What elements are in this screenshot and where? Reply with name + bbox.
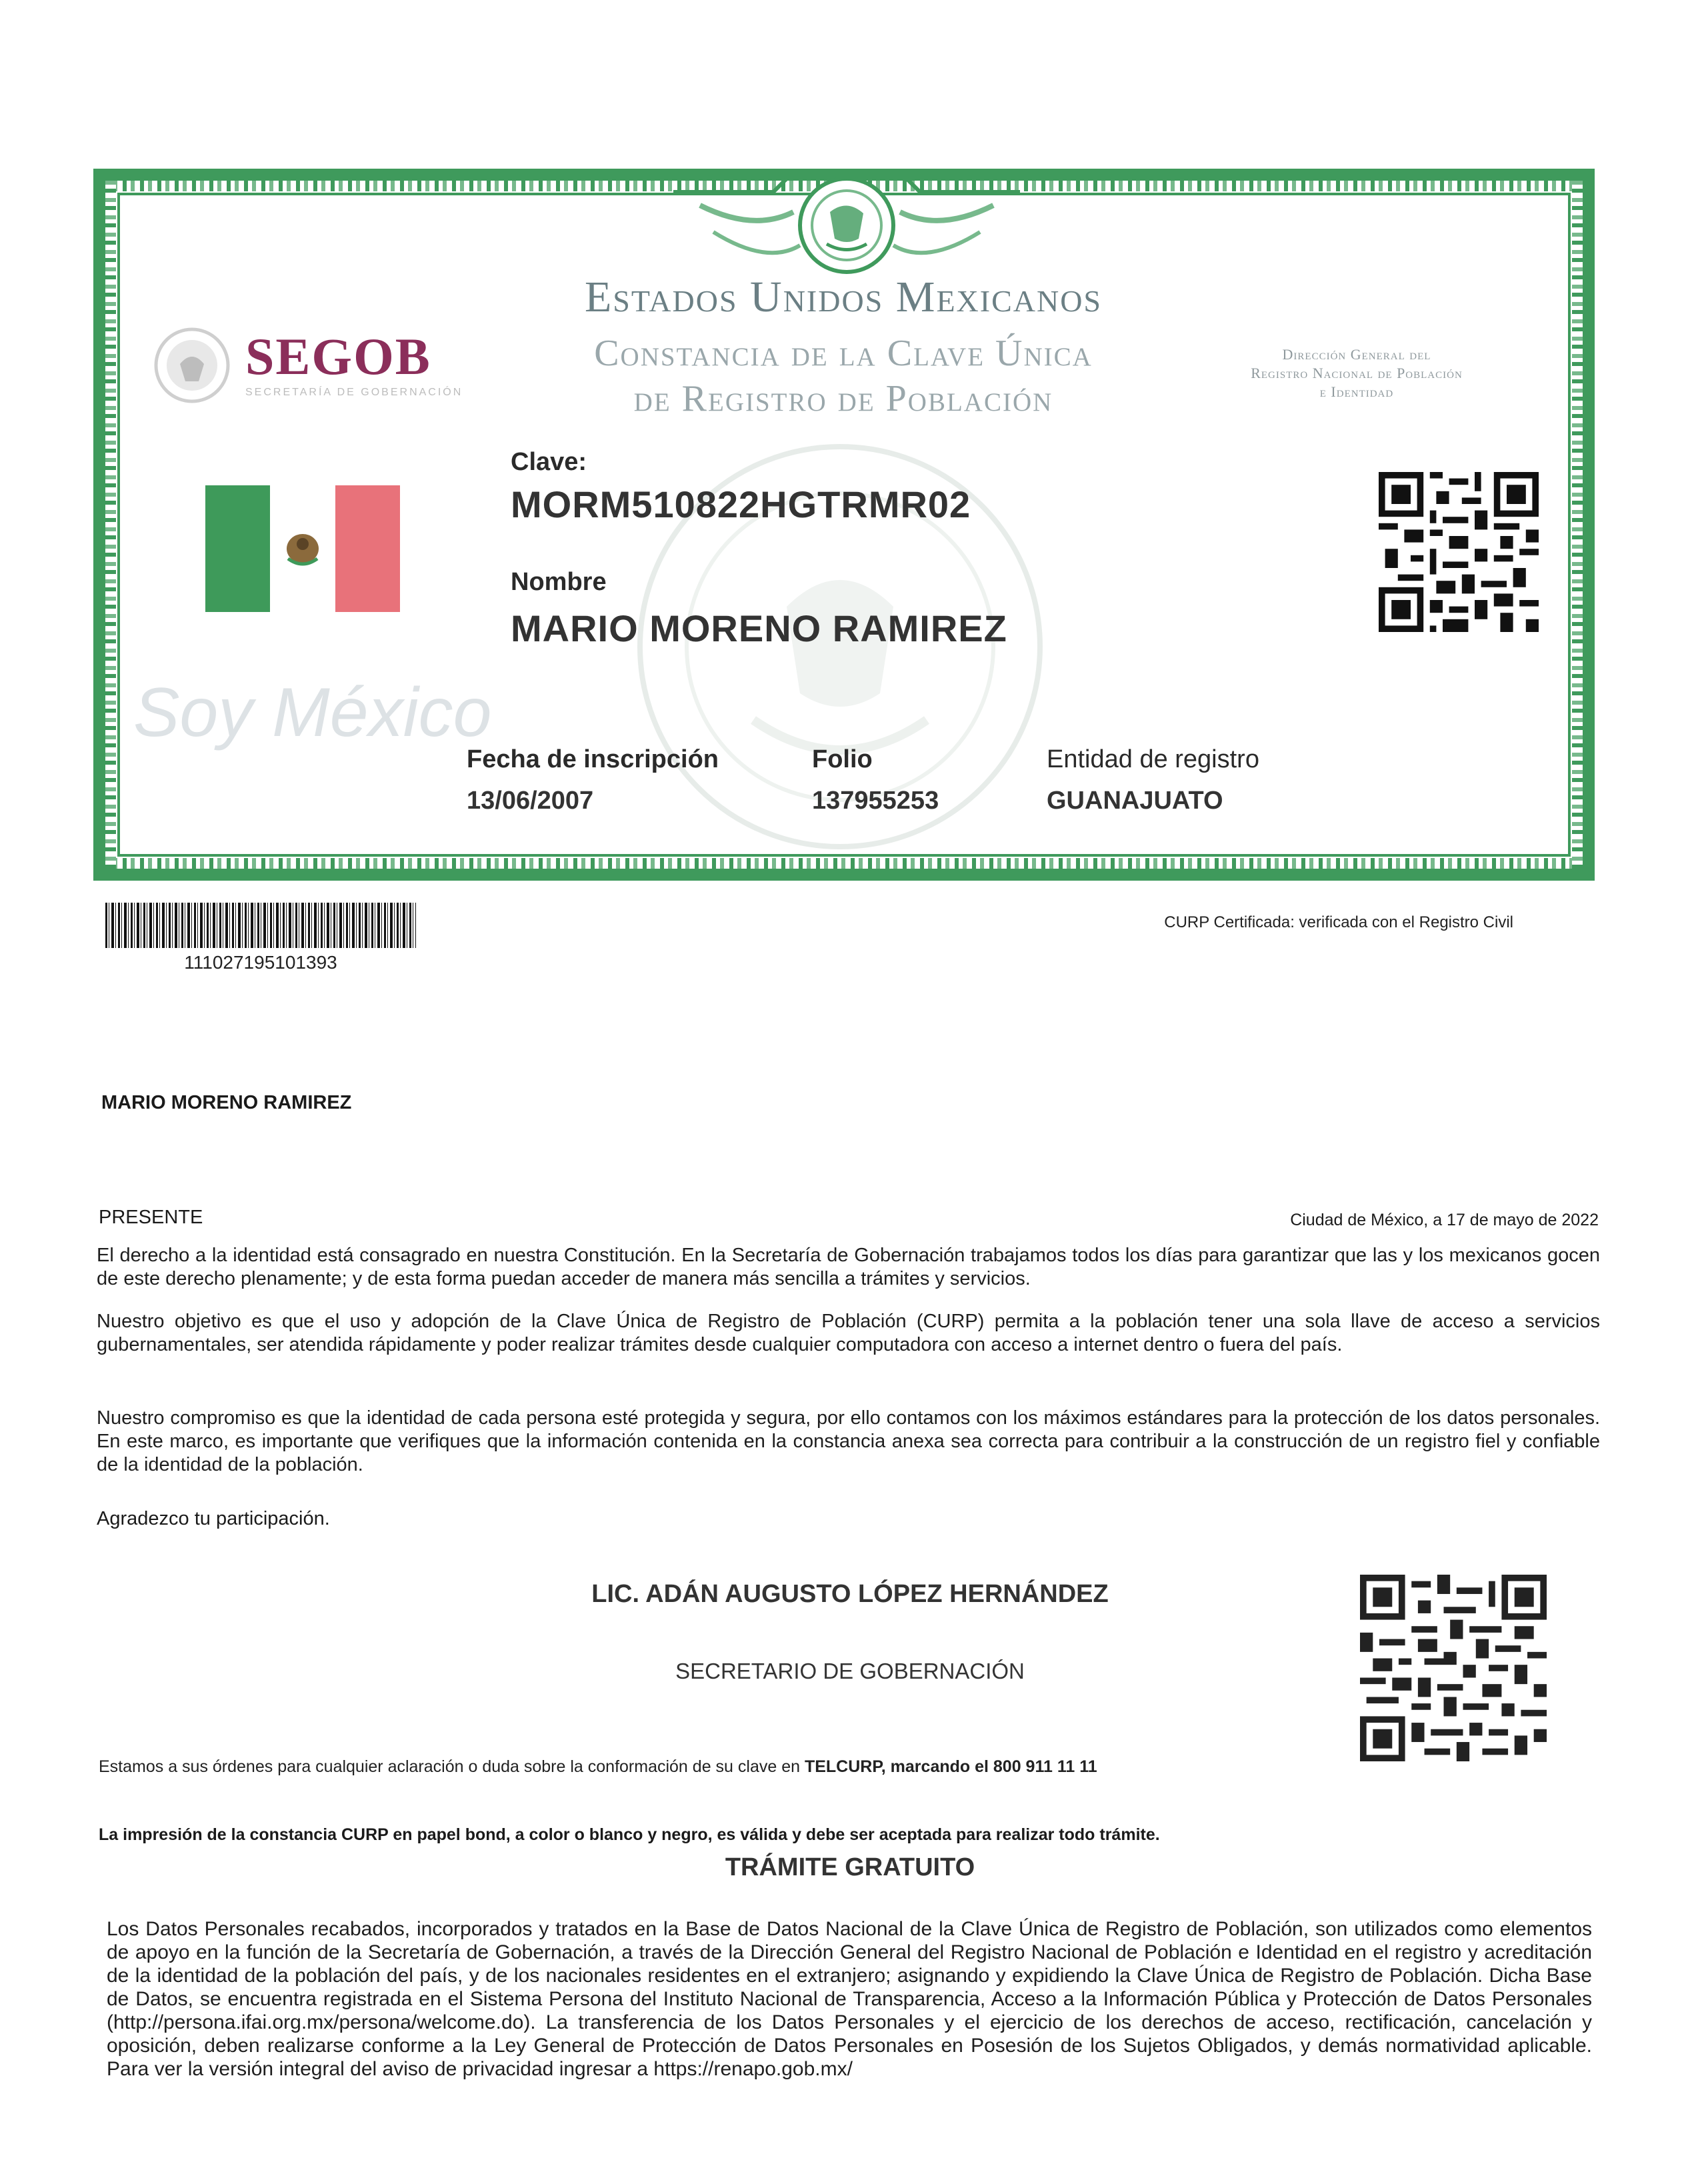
letter-recipient: MARIO MORENO RAMIREZ bbox=[101, 1092, 352, 1113]
folio-value: 137955253 bbox=[812, 787, 939, 815]
fecha-value: 13/06/2007 bbox=[467, 787, 594, 815]
header-registro: de Registro de Población bbox=[633, 378, 1053, 419]
segob-seal-icon bbox=[152, 325, 232, 405]
mexican-flag-icon bbox=[205, 485, 400, 612]
entidad-label: Entidad de registro bbox=[1047, 745, 1259, 773]
barcode-number: 111027195101393 bbox=[184, 952, 337, 973]
nombre-value: MARIO MORENO RAMIREZ bbox=[511, 607, 1007, 649]
barcode-icon bbox=[105, 903, 416, 948]
letter-place-date: Ciudad de México, a 17 de mayo de 2022 bbox=[1290, 1211, 1599, 1229]
header-constancia: Constancia de la Clave Única bbox=[594, 333, 1093, 374]
signer-title: SECRETARIO DE GOBERNACIÓN bbox=[675, 1659, 1025, 1683]
header-country: Estados Unidos Mexicanos bbox=[584, 273, 1103, 321]
contact-line bbox=[99, 1757, 1097, 1777]
letter-thanks: Agradezco tu participación. bbox=[97, 1508, 330, 1529]
contact-text: Estamos a sus órdenes para cualquier aclaración o duda sobre la conformación de su clave en bbox=[99, 1757, 805, 1776]
national-emblem-icon bbox=[673, 172, 1020, 285]
segob-logo-text: SEGOB bbox=[245, 327, 431, 385]
letter-presente: PRESENTE bbox=[99, 1207, 203, 1228]
soy-mexico-slogan: Soy México bbox=[133, 674, 492, 751]
fecha-label: Fecha de inscripción bbox=[467, 745, 719, 773]
dgr-line-1: Dirección General del bbox=[1282, 346, 1431, 363]
letter-paragraph-2: Nuestro objetivo es que el uso y adopción de la Clave Única de Registro de Población (CURP) permita a la población tener una sola llave de acceso a servicios gubernamentales, ser atendida rápidamente y poder realizar trámites desde cualquier computadora con acceso a internet dentro o fuera del país. bbox=[97, 1311, 1600, 1355]
signer-name: LIC. ADÁN AUGUSTO LÓPEZ HERNÁNDEZ bbox=[591, 1580, 1109, 1608]
segob-subtitle: SECRETARÍA DE GOBERNACIÓN bbox=[245, 387, 463, 398]
folio-label: Folio bbox=[812, 745, 873, 773]
dgr-line-3: e Identidad bbox=[1319, 383, 1394, 400]
letter-paragraph-1: El derecho a la identidad está consagrado en nuestra Constitución. En la Secretaría de Gobernación trabajamos todos los días para garantizar que las y los mexicanos gocen de este derecho plenamente; y de esta forma puedan acceder de manera más sencilla a trámites y servicios. bbox=[97, 1245, 1600, 1289]
qr-code-icon bbox=[1379, 472, 1539, 632]
clave-value: MORM510822HGTRMR02 bbox=[511, 483, 971, 525]
letter-paragraph-3: Nuestro compromiso es que la identidad de cada persona esté protegida y segura, por ello contamos con los máximos estándares para la protección de los datos personales. En este marco, es importante que verifiques que la información contenida en la constancia anexa sea correcta para contribuir a la construcción de un registro fiel y confiable de la identidad de la población. bbox=[97, 1407, 1600, 1475]
contact-telcurp: TELCURP, marcando el 800 911 11 11 bbox=[804, 1757, 1097, 1776]
curp-certificada-note: CURP Certificada: verificada con el Registro Civil bbox=[1164, 913, 1513, 931]
clave-label: Clave: bbox=[511, 448, 587, 476]
entidad-value: GUANAJUATO bbox=[1047, 787, 1223, 815]
print-notice: La impresión de la constancia CURP en papel bond, a color o blanco y negro, es válida y debe ser aceptada para realizar todo trámite. bbox=[99, 1825, 1160, 1844]
frame-border-left bbox=[105, 181, 116, 869]
nombre-label: Nombre bbox=[511, 568, 607, 596]
signature-qr-code-icon bbox=[1360, 1575, 1547, 1761]
dgr-line-2: Registro Nacional de Población bbox=[1251, 365, 1463, 381]
privacy-notice: Los Datos Personales recabados, incorporados y tratados en la Base de Datos Nacional de la Clave Única de Registro de Población, son utilizados como elementos de apoyo en la función de la Secretaría de Gobernación, a través de la Dirección General del Registro Nacional de Población e Identidad en el registro y acreditación de la identidad de la población del país, y de los nacionales residentes en el extranjero; asignando y expidiendo la Clave Única de Registro de Población. Dicha Base de Datos, se encuentra registrada en el Sistema Persona del Instituto Nacional de Transparencia, Acceso a la Información Pública y Protección de Datos Personales (http://persona.ifai.org.mx/persona/welcome.do). La transferencia de los Datos Personales y el ejercicio de los derechos de acceso, rectificación, cancelación y oposición, deben realizarse conforme a la Ley General de Protección de Datos Personales en Posesión de los Sujetos Obligados, y demás normatividad aplicable. Para ver la versión integral del aviso de privacidad ingresar a https://renapo.gob.mx/ bbox=[107, 1918, 1592, 2080]
tramite-gratuito: TRÁMITE GRATUITO bbox=[725, 1853, 975, 1881]
dgr-block bbox=[1200, 345, 1513, 401]
frame-border-right bbox=[1572, 181, 1583, 869]
